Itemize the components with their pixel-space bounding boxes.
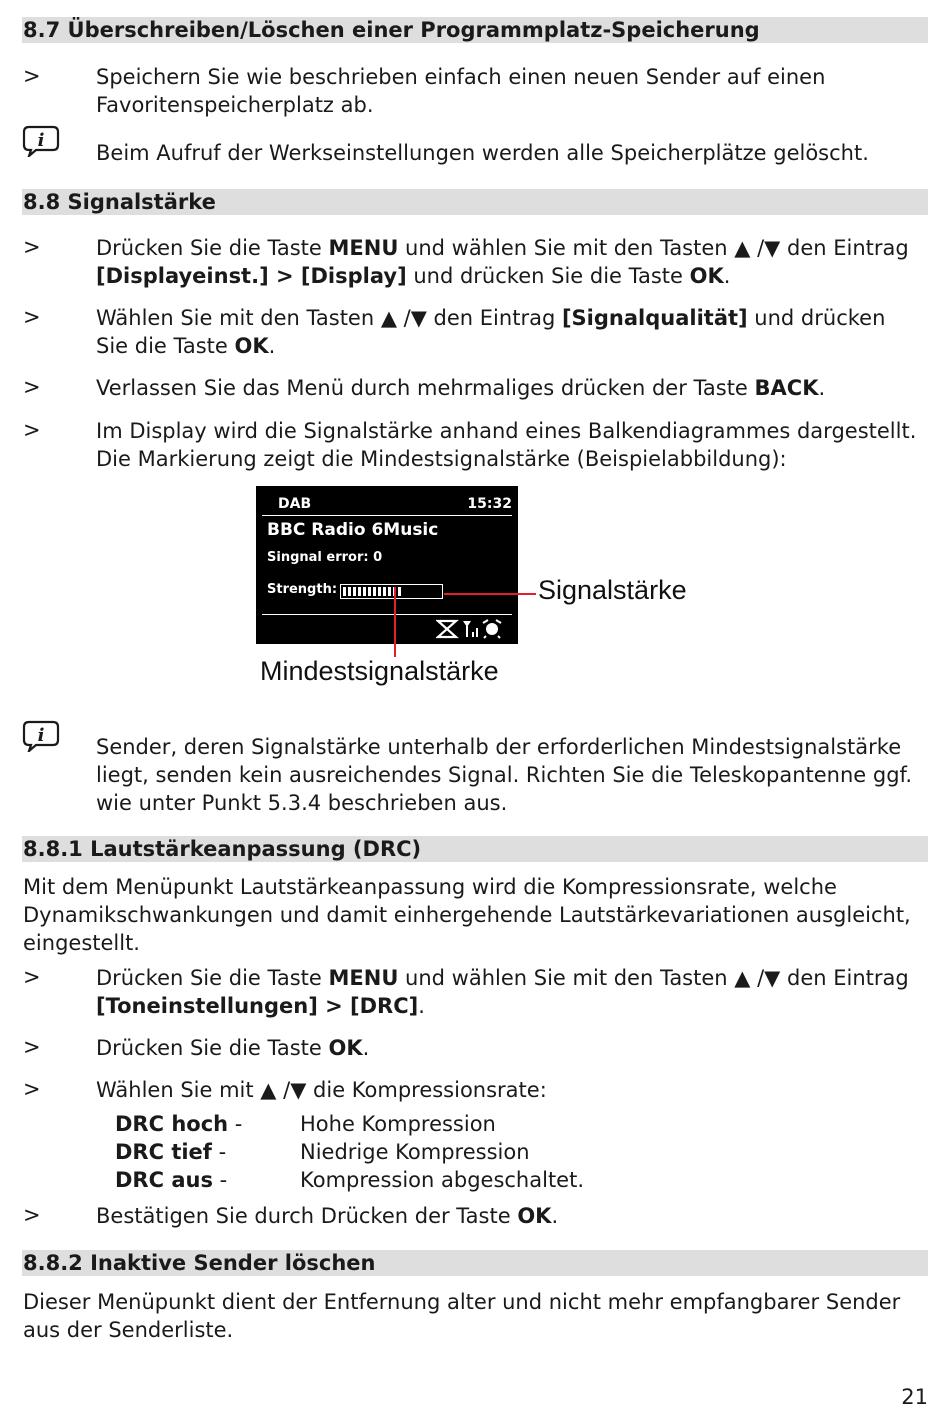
section-title-8-7: 8.7 Überschreiben/Löschen einer Programmplatz-Speicherung — [23, 18, 760, 42]
drc-option-key: DRC aus - — [115, 1168, 228, 1192]
info-icon — [22, 720, 60, 752]
drc-option-value: Kompression abgeschaltet. — [300, 1168, 585, 1192]
section-title-8-8: 8.8 Signalstärke — [23, 190, 216, 214]
bullet-marker: > — [23, 375, 41, 399]
display-divider — [262, 614, 512, 615]
paragraph-line: aus der Senderliste. — [23, 1318, 234, 1342]
key-ok: OK — [328, 1036, 363, 1060]
paragraph-line: Dieser Menüpunkt dient der Entfernung alter und nicht mehr empfangbarer Sender — [23, 1290, 901, 1314]
text-line: [Displayeinst.] > [Display] und drücken Sie die Taste OK. — [96, 264, 731, 288]
bullet-marker: > — [23, 965, 41, 989]
menu-path: [Displayeinst.] > [Display] — [96, 264, 407, 288]
text-line: Wählen Sie mit den Tasten ▲ /▼ den Eintrag [Signalqualität] und drücken — [96, 306, 886, 330]
key-back: BACK — [754, 376, 819, 400]
key-menu: MENU — [328, 966, 399, 990]
text-line: Favoritenspeicherplatz ab. — [96, 93, 374, 117]
text-line: Wählen Sie mit ▲ /▼ die Kompressionsrate: — [96, 1078, 547, 1102]
callout-minimum-label: Mindestsignalstärke — [260, 656, 499, 686]
drc-option-value: Niedrige Kompression — [300, 1140, 530, 1164]
section-title-8-8-1: 8.8.1 Lautstärkeanpassung (DRC) — [23, 837, 422, 861]
key-ok: OK — [234, 334, 269, 358]
text-line: Die Markierung zeigt die Mindestsignalstärke (Beispielabbildung): — [96, 447, 787, 471]
bullet-marker: > — [23, 1035, 41, 1059]
bullet-marker: > — [23, 1077, 41, 1101]
display-source: DAB — [278, 496, 312, 512]
text-line: Sie die Taste OK. — [96, 334, 276, 358]
display-error: Singnal error: 0 — [267, 550, 383, 565]
radio-display — [256, 486, 518, 644]
key-ok: OK — [689, 264, 724, 288]
paragraph-line: Mit dem Menüpunkt Lautstärkeanpassung wird die Kompressionsrate, welche — [23, 875, 837, 899]
alarm-icon — [483, 620, 501, 638]
page-number: 21 — [901, 1385, 928, 1409]
section-title-8-8-2: 8.8.2 Inaktive Sender löschen — [23, 1251, 376, 1275]
info-text: Sender, deren Signalstärke unterhalb der erforderlichen Mindestsignalstärke — [96, 735, 902, 759]
text-line: Verlassen Sie das Menü durch mehrmaliges drücken der Taste BACK. — [96, 376, 826, 400]
text-line: Im Display wird die Signalstärke anhand eines Balkendiagrammes dargestellt. — [96, 419, 917, 443]
antenna-icon — [463, 621, 478, 637]
info-text: Beim Aufruf der Werkseinstellungen werden alle Speicherplätze gelöscht. — [96, 141, 869, 165]
display-station: BBC Radio 6Music — [267, 520, 439, 540]
signal-strength-fill — [343, 587, 401, 596]
display-divider — [262, 515, 512, 516]
display-strength-label: Strength: — [267, 582, 338, 597]
bullet-marker: > — [23, 1203, 41, 1227]
bullet-marker: > — [23, 235, 41, 259]
text-line: Speichern Sie wie beschrieben einfach einen neuen Sender auf einen — [96, 65, 826, 89]
text-line: Drücken Sie die Taste MENU und wählen Sie mit den Tasten ▲ /▼ den Eintrag — [96, 966, 909, 990]
hourglass-icon — [438, 621, 456, 637]
display-time: 15:32 — [467, 496, 512, 512]
callout-line-minimum — [394, 587, 396, 657]
info-icon — [22, 125, 60, 157]
drc-option-key: DRC hoch - — [115, 1112, 243, 1136]
svg-text:i: i — [37, 725, 45, 746]
text-line: Drücken Sie die Taste MENU und wählen Sie mit den Tasten ▲ /▼ den Eintrag — [96, 236, 909, 260]
svg-text:i: i — [37, 130, 45, 151]
info-text: liegt, senden kein ausreichendes Signal. Richten Sie die Teleskopantenne ggf. — [96, 763, 913, 787]
info-text: wie unter Punkt 5.3.4 beschrieben aus. — [96, 791, 508, 815]
menu-entry: [Signalqualität] — [561, 306, 748, 330]
paragraph-line: Dynamikschwankungen und damit einhergehende Lautstärkevariationen ausgleicht, — [23, 903, 911, 927]
drc-option-value: Hohe Kompression — [300, 1112, 496, 1136]
callout-line-signal — [444, 593, 536, 595]
key-ok: OK — [517, 1204, 552, 1228]
callout-signal-label: Signalstärke — [538, 575, 687, 605]
bullet-marker: > — [23, 64, 41, 88]
paragraph-line: eingestellt. — [23, 931, 140, 955]
bullet-marker: > — [23, 305, 41, 329]
bullet-marker: > — [23, 418, 41, 442]
text-line: [Toneinstellungen] > [DRC]. — [96, 994, 425, 1018]
text-line: Drücken Sie die Taste OK. — [96, 1036, 370, 1060]
drc-option-key: DRC tief - — [115, 1140, 227, 1164]
status-icons — [436, 618, 512, 640]
signal-strength-bar — [340, 584, 443, 599]
menu-path: [Toneinstellungen] > [DRC] — [96, 994, 419, 1018]
text-line: Bestätigen Sie durch Drücken der Taste OK. — [96, 1204, 559, 1228]
key-menu: MENU — [328, 236, 399, 260]
